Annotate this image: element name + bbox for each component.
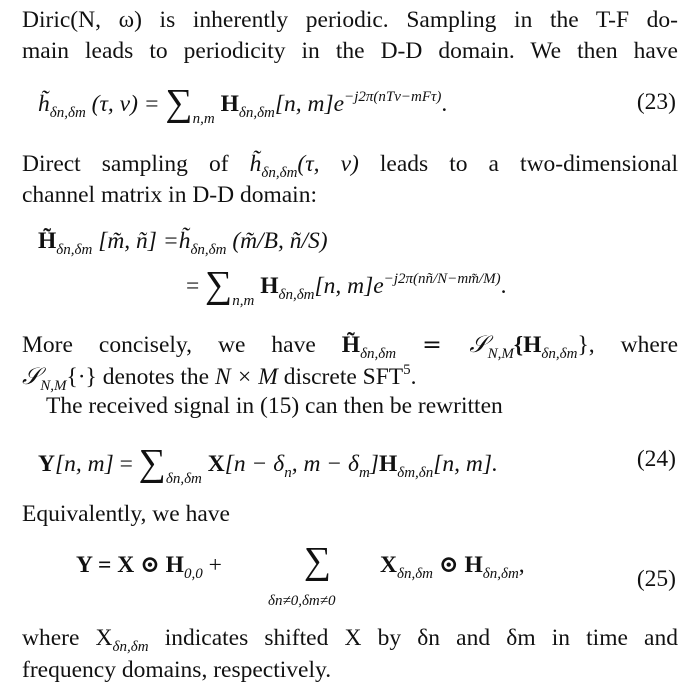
para5-line1-a: where X <box>22 625 113 651</box>
para2-line1-a: Direct sampling of <box>22 151 229 177</box>
eq24-matrix-args: [n, m]. <box>433 451 498 477</box>
para3-line2: 𝒮$_{N,M}${·} denotes the N × M discrete SFT$^5$. <box>22 362 417 394</box>
para3-line2-b: {·} denotes the <box>66 364 210 390</box>
eqm-exponent: −j2π(nñ/N−mm̃/M) <box>383 271 501 287</box>
equation-matrix-line1 <box>38 226 328 256</box>
para3-line1-b: = 𝒮 <box>422 330 488 358</box>
eq23-matrix: H <box>220 91 239 117</box>
para2-line1 <box>22 150 678 181</box>
eq25-end: , <box>518 552 525 578</box>
eq24-matrix-sub: δm,δn <box>397 465 434 481</box>
eq23-lhs-args: (τ, ν) = <box>91 91 160 117</box>
eq25-sum-sub: δn≠0,δm≠0 <box>268 593 336 609</box>
eq25-term-x-sub: δn,δm <box>396 566 434 582</box>
para2-line1-b: leads to a two-dimensional <box>379 151 678 177</box>
para5-line1-sub: δn,δm <box>112 639 149 655</box>
eq23-exponent: −j2π(nTν−mFτ) <box>344 89 442 105</box>
para3-line2-d: discrete SFT <box>283 364 404 390</box>
para1-line1: Diric(N, ω) is inherently periodic. Sampling in the T-F do- <box>22 7 678 33</box>
para3-line1-a: More concisely, we have <box>22 332 316 358</box>
eq25-term <box>380 550 525 580</box>
eq25-plus: + <box>208 552 222 578</box>
equation-23 <box>38 82 448 127</box>
eq23-sum-symbol: ∑ <box>165 82 193 124</box>
eqm-sum-symbol: ∑ <box>205 264 233 306</box>
eq23-matrix-sub: δn,δm <box>238 105 275 121</box>
equation-matrix-line2 <box>186 264 507 309</box>
eq23-lhs: h̃ <box>38 91 50 117</box>
equation-24-number: (24) <box>636 446 676 472</box>
eq24-sum-sub: δn,δm <box>165 471 202 487</box>
eqm-end: . <box>500 273 507 299</box>
equation-25 <box>76 550 222 580</box>
para5-line1 <box>22 624 678 655</box>
equation-23-number: (23) <box>636 89 676 115</box>
eqm-lhs: H̃ <box>38 228 57 254</box>
eqm-eq2: = <box>186 273 200 299</box>
para3-line1-c: {H <box>513 332 542 358</box>
eq25-term-x: X <box>380 552 397 578</box>
eqm-lhs-sub: δn,δm <box>56 242 93 258</box>
eqm-sum-sub: n,m <box>232 293 255 309</box>
eq25-odot: ⊙ H <box>438 552 483 578</box>
eq23-lhs-sub: δn,δm <box>49 105 86 121</box>
eq25-term-h-sub: δn,δm <box>482 566 519 582</box>
eqm-lhs-args: [m̃, ñ] = <box>98 228 179 254</box>
para3-line2-c: N × M <box>214 364 278 390</box>
para2-line2: channel matrix in D-D domain: <box>22 182 317 208</box>
eq23-sum-sub: n,m <box>192 111 215 127</box>
eq24-sum-symbol: ∑ <box>138 442 166 484</box>
equation-24: Y[n, $m] = \sum_{\delta n,\delta m}$ $X[n - \delta_n$, $m - \delta_m]H_{\delta m,\delta n}[n$, m]. <box>38 442 498 487</box>
para4-line1: Equivalently, we have <box>22 501 230 527</box>
para5-line1-b: indicates shifted X by δn and δm in time and <box>164 625 678 651</box>
para3-line1-d: }, where <box>577 332 679 358</box>
eq23-matrix-args: [n, m]e <box>274 91 345 117</box>
eq24-term: $X[n - \delta_n$, $m - \delta_m]H$ <box>207 451 398 481</box>
equation-25-number: (25) <box>636 566 676 592</box>
para5-line2: frequency domains, respectively. <box>22 657 332 683</box>
para3-line3: The received signal in (15) can then be rewritten <box>46 393 503 419</box>
para1-line2: main leads to periodicity in the D-D domain. We then have <box>22 38 678 64</box>
eqm-matrix-sub: δn,δm <box>278 287 315 303</box>
eq25-lhs-sub: 0,0 <box>183 566 203 582</box>
para2-inline-h: $h̃_{\delta n,\delta m}(\tau$, ν) <box>249 151 359 181</box>
footnote-marker[interactable]: 5 <box>403 362 411 378</box>
eqm-rhs1-sym: h̃ <box>178 228 191 254</box>
eqm-rhs1-args: (m̃/B, ñ/S) <box>232 228 328 254</box>
eqm-matrix-args: [n, m]e <box>314 273 384 299</box>
eq25-sum-symbol: ∑ <box>304 540 332 582</box>
eq25-lhs: Y = X ⊙ H <box>76 552 184 578</box>
eq23-end: . <box>441 91 448 117</box>
eqm-rhs1-sub: δn,δm <box>190 242 227 258</box>
eqm-matrix: H <box>260 273 279 299</box>
para3-line1: More concisely, we have $H̃_{\delta n,\delta m}$ = $𝒮_{N,M}\{H_{\delta n,\delta m}\}$, where <box>22 330 679 362</box>
para3-line2-a: 𝒮 <box>22 362 41 390</box>
